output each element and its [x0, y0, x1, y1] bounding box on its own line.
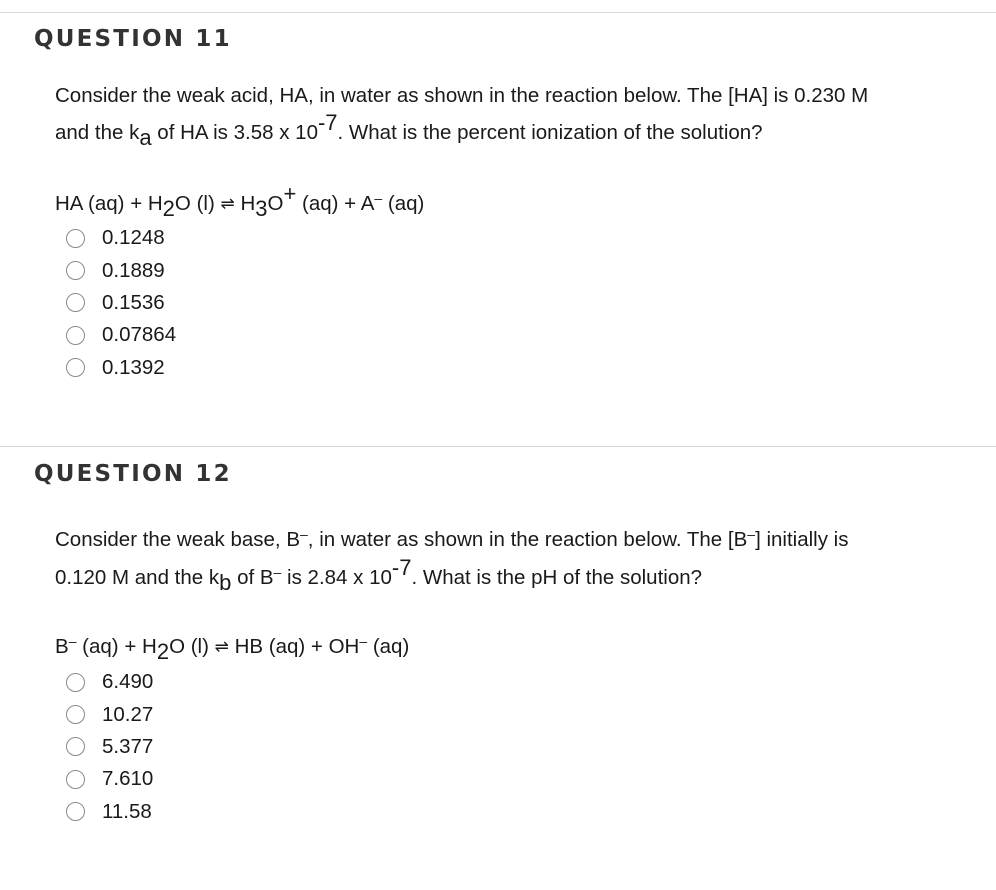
answer-option-label: 5.377	[102, 734, 154, 758]
q12-kb-subscript: b	[219, 570, 232, 595]
q11-reaction-superscript: –	[374, 190, 383, 206]
question-12-reaction	[55, 631, 409, 663]
question-11-options	[66, 222, 176, 384]
question-11-text	[55, 78, 995, 151]
answer-option[interactable]	[66, 796, 153, 828]
radio-button[interactable]	[66, 229, 85, 248]
q12-superscript: –	[747, 526, 756, 542]
answer-option[interactable]	[66, 698, 153, 730]
radio-button[interactable]	[66, 293, 85, 312]
q12-reaction-superscript: –	[68, 633, 77, 649]
q12-line2-c: is 2.84 x 10	[281, 566, 392, 589]
equilibrium-arrow-icon: ⇌	[220, 194, 235, 213]
q12-exponent: -7	[391, 555, 412, 580]
q11-reaction-part: (aq)	[382, 192, 425, 215]
question-12-text	[55, 522, 995, 597]
q12-superscript: –	[300, 526, 308, 542]
radio-button[interactable]	[66, 737, 85, 756]
answer-option-label: 0.07864	[102, 323, 177, 347]
radio-button[interactable]	[66, 358, 85, 377]
radio-button[interactable]	[66, 326, 85, 345]
q11-exponent: -7	[317, 110, 338, 135]
question-11-title: QUESTION 11	[34, 26, 232, 52]
q12-line1-c: ] initially is	[755, 528, 849, 551]
answer-option-label: 0.1248	[102, 226, 165, 250]
radio-button[interactable]	[66, 673, 85, 692]
answer-option[interactable]	[66, 222, 176, 254]
question-12-title: QUESTION 12	[34, 461, 232, 487]
radio-button[interactable]	[66, 802, 85, 821]
equilibrium-arrow-icon: ⇌	[214, 637, 229, 656]
answer-option-label: 7.610	[102, 767, 154, 791]
answer-option[interactable]	[66, 319, 176, 351]
q11-reaction-superscript: +	[283, 181, 297, 206]
q12-superscript: –	[273, 564, 282, 580]
q12-reaction-part: O (l)	[169, 635, 209, 658]
q12-reaction-superscript: –	[359, 633, 368, 649]
q12-reaction-part: (aq)	[367, 635, 410, 658]
answer-option[interactable]	[66, 352, 176, 384]
answer-option-label: 0.1536	[102, 290, 165, 314]
q11-reaction-part: O (l)	[174, 192, 215, 215]
answer-option[interactable]	[66, 666, 153, 698]
q11-reaction-part: O	[267, 192, 284, 215]
radio-button[interactable]	[66, 705, 85, 724]
top-divider	[0, 12, 996, 13]
q12-reaction-subscript: 2	[156, 639, 170, 664]
q11-line2-b: of HA is 3.58 x 10	[151, 121, 318, 144]
q11-reaction-subscript: 2	[162, 196, 175, 221]
answer-option-label: 11.58	[102, 799, 152, 823]
q12-line2-d: . What is the pH of the solution?	[411, 566, 703, 589]
answer-option-label: 6.490	[102, 670, 154, 694]
q11-reaction-part: H	[240, 192, 256, 215]
q11-line2-c: . What is the percent ionization of the solution?	[337, 121, 763, 144]
answer-option-label: 0.1392	[102, 355, 165, 379]
q11-reaction-subscript: 3	[255, 196, 268, 221]
q12-line1-a: Consider the weak base, B	[55, 528, 300, 551]
answer-option-label: 10.27	[102, 702, 154, 726]
radio-button[interactable]	[66, 261, 85, 280]
q12-reaction-part: HB (aq) + OH	[234, 635, 360, 658]
q11-line2-a: and the k	[55, 121, 140, 144]
q11-line1: Consider the weak acid, HA, in water as shown in the reaction below. The [HA] is 0.230 M	[55, 84, 869, 107]
q12-line2-b: of B	[231, 566, 274, 589]
question-11-reaction	[55, 181, 425, 221]
question-12-options	[66, 666, 153, 828]
q12-line2-a: 0.120 M and the k	[55, 566, 220, 589]
answer-option-label: 0.1889	[102, 258, 165, 282]
q12-reaction-part: B	[55, 635, 69, 658]
q12-line1-b: , in water as shown in the reaction below. The [B	[307, 528, 748, 551]
question-divider	[0, 446, 996, 447]
q11-reaction-part: HA (aq) + H	[55, 192, 163, 215]
q11-ka-subscript: a	[139, 125, 152, 150]
answer-option[interactable]	[66, 287, 176, 319]
answer-option[interactable]	[66, 763, 153, 795]
answer-option[interactable]	[66, 254, 176, 286]
q11-reaction-part: (aq) + A	[296, 192, 375, 215]
radio-button[interactable]	[66, 770, 85, 789]
q12-reaction-part: (aq) + H	[76, 635, 157, 658]
answer-option[interactable]	[66, 731, 153, 763]
